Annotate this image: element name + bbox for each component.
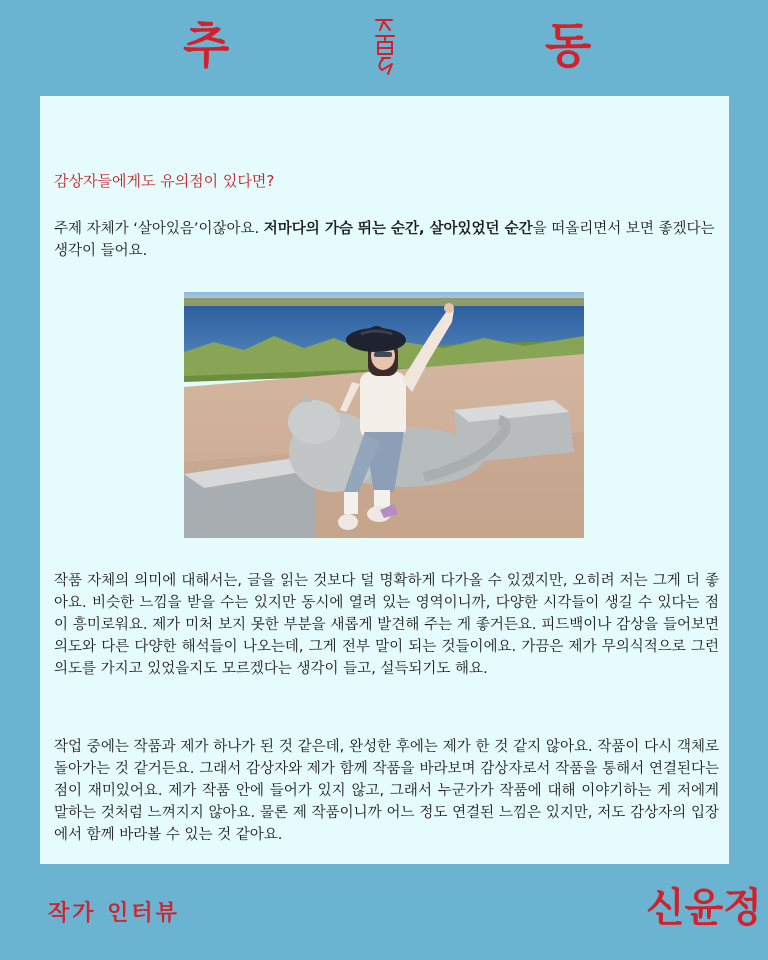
answer-paragraph-2: 작품 자체의 의미에 대해서는, 글을 읽는 것보다 덜 명확하게 다가올 수 있겠지만, 오히려 저는 그게 더 좋아요. 비슷한 느낌을 받을 수는 있지만 동시에 열려 있는 영역이니까, 다양한 시각들이 생길 수 있다는 점이 흥미로워요. 제가 미처 보지 못한 부분을 새롭게 발견해 주는 게 좋거든요. 피드백이나 감상을 들어보면 의도와 다른 다양한 해석들이 나오는데, 그게 전부 말이 되는 것들이에요. 가끔은 제가 무의식적으로 그런 의도를 가지고 있었을지도 모르겠다는 생각이 들고, 설득되기도 해요. — [54, 573, 719, 677]
artist-name: 신윤정 — [646, 885, 762, 931]
handwritten-glyph-icon — [370, 14, 400, 84]
header-char-left: 추 — [183, 18, 230, 74]
footer-label: 작가 인터뷰 — [48, 901, 180, 926]
answer-suffix: 을 떠올리면서 보면 좋겠다는 생각이 들어요. — [54, 221, 715, 259]
answer-bold: 저마다의 가슴 뛰는 순간, 살아있었던 순간 — [263, 221, 533, 237]
answer-prefix: 주제 자체가 ‘살아있음’이잖아요. — [54, 221, 264, 237]
interview-card — [40, 96, 729, 864]
question-heading: 감상자들에게도 유의점이 있다면? — [54, 172, 275, 190]
answer-paragraph-3: 작업 중에는 작품과 제가 하나가 된 것 같은데, 완성한 후에는 제가 한 것 같지 않아요. 작품이 다시 객체로 돌아가는 것 같거든요. 그래서 감상자와 제가 함께 작품을 바라보며 감상자로서 작품을 통해서 연결된다는 점이 재미있어요. 제가 작품 안에 들어가 있지 않고, 그래서 누군가가 작품에 대해 이야기하는 게 저에게 말하는 것처럼 느껴지지 않아요. 물론 제 작품이니까 어느 정도 연결된 느낌은 있지만, 저도 감상자의 입장에서 함께 바라볼 수 있는 것 같아요. — [54, 739, 719, 843]
answer-paragraph-1 — [54, 218, 719, 262]
header-char-right: 동 — [545, 18, 592, 74]
artist-photo — [184, 292, 584, 538]
